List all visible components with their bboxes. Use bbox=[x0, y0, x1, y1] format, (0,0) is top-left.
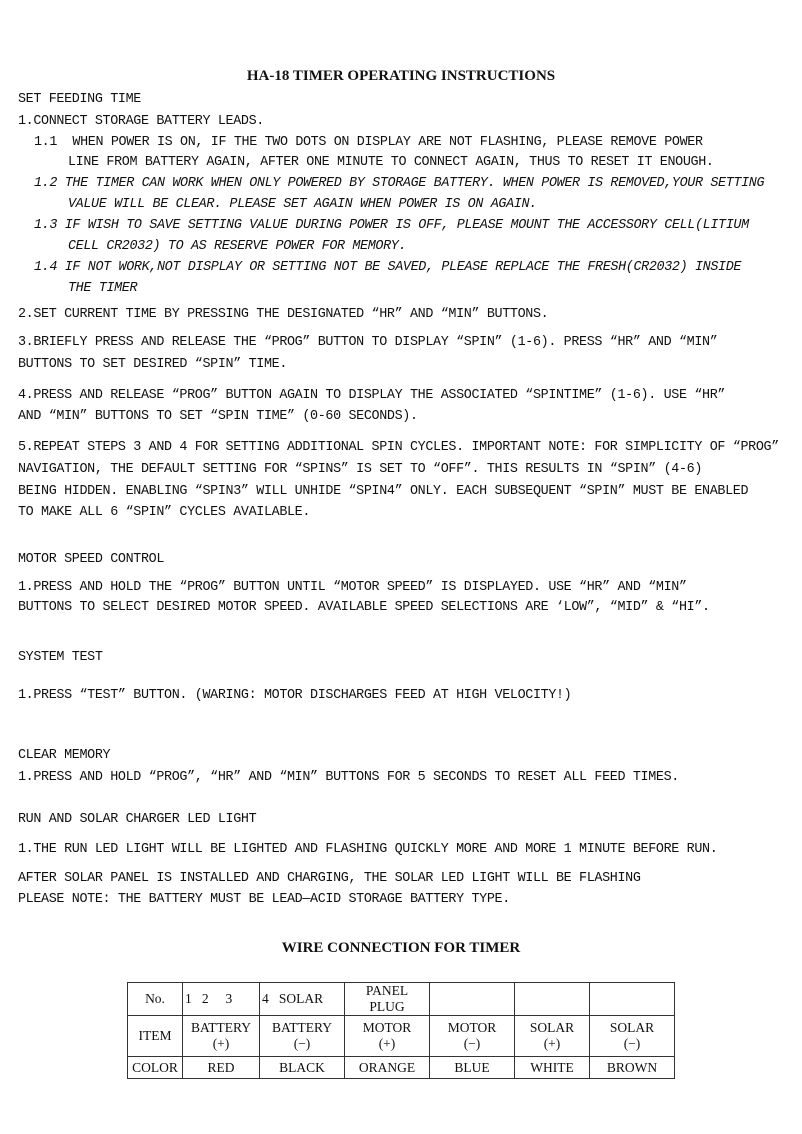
step-text: 1.THE RUN LED LIGHT WILL BE LIGHTED AND FLASHING QUICKLY MORE AND MORE 1 MINUTE BEFORE RUN. bbox=[18, 842, 718, 857]
table-row-no bbox=[128, 983, 675, 1016]
page-title: HA-18 TIMER OPERATING INSTRUCTIONS bbox=[246, 68, 556, 84]
cell-bottom: (−) bbox=[463, 1036, 481, 1051]
step-text: TO MAKE ALL 6 “SPIN” CYCLES AVAILABLE. bbox=[18, 505, 311, 520]
table-cell: ORANGE bbox=[345, 1057, 430, 1079]
cell-bottom: (−) bbox=[293, 1036, 311, 1051]
step-text: 1.1 WHEN POWER IS ON, IF THE TWO DOTS ON DISPLAY ARE NOT FLASHING, PLEASE REMOVE POWER bbox=[34, 135, 703, 150]
section-heading-set-feeding: SET FEEDING TIME bbox=[18, 92, 141, 107]
table-cell bbox=[260, 1016, 345, 1057]
step-text: LINE FROM BATTERY AGAIN, AFTER ONE MINUTE TO CONNECT AGAIN, THUS TO RESET IT ENOUGH. bbox=[68, 155, 714, 170]
step-text: AFTER SOLAR PANEL IS INSTALLED AND CHARGING, THE SOLAR LED LIGHT WILL BE FLASHING bbox=[18, 871, 641, 886]
table-cell: No. bbox=[128, 983, 183, 1016]
cell-bottom: (−) bbox=[623, 1036, 641, 1051]
step-text: 1.2 THE TIMER CAN WORK WHEN ONLY POWERED BY STORAGE BATTERY. WHEN POWER IS REMOVED,YOUR SETTING bbox=[34, 176, 765, 191]
step-text: BEING HIDDEN. ENABLING “SPIN3” WILL UNHIDE “SPIN4” ONLY. EACH SUBSEQUENT “SPIN” MUST BE ENABLED bbox=[18, 484, 749, 499]
wire-connection-table bbox=[127, 982, 675, 1079]
step-text: AND “MIN” BUTTONS TO SET “SPIN TIME” (0-60 SECONDS). bbox=[18, 409, 418, 424]
cell-top: MOTOR bbox=[362, 1020, 412, 1035]
cell-bottom: (+) bbox=[212, 1036, 230, 1051]
section-heading-led: RUN AND SOLAR CHARGER LED LIGHT bbox=[18, 812, 257, 827]
table-cell: WHITE bbox=[515, 1057, 590, 1079]
table-cell bbox=[183, 1016, 260, 1057]
section-heading-system-test: SYSTEM TEST bbox=[18, 650, 103, 665]
wire-table-title: WIRE CONNECTION FOR TIMER bbox=[281, 940, 521, 956]
table-cell: COLOR bbox=[128, 1057, 183, 1079]
section-heading-clear-memory: CLEAR MEMORY bbox=[18, 748, 111, 763]
step-text: 1.PRESS “TEST” BUTTON. (WARING: MOTOR DISCHARGES FEED AT HIGH VELOCITY!) bbox=[18, 688, 572, 703]
table-cell: PANEL PLUG bbox=[345, 983, 430, 1016]
cell-top: BATTERY bbox=[271, 1020, 332, 1035]
step-text: 1.3 IF WISH TO SAVE SETTING VALUE DURING POWER IS OFF, PLEASE MOUNT THE ACCESSORY CELL(LITIUM bbox=[34, 218, 749, 233]
table-cell: ITEM bbox=[128, 1016, 183, 1057]
step-text: 2.SET CURRENT TIME BY PRESSING THE DESIGNATED “HR” AND “MIN” BUTTONS. bbox=[18, 307, 549, 322]
table-cell: BLUE bbox=[430, 1057, 515, 1079]
cell-top: BATTERY bbox=[190, 1020, 251, 1035]
step-text: 3.BRIEFLY PRESS AND RELEASE THE “PROG” BUTTON TO DISPLAY “SPIN” (1-6). PRESS “HR” AND “MIN” bbox=[18, 335, 718, 350]
table-cell bbox=[590, 983, 675, 1016]
step-text: BUTTONS TO SET DESIRED “SPIN” TIME. bbox=[18, 357, 287, 372]
step-text: 1.PRESS AND HOLD THE “PROG” BUTTON UNTIL “MOTOR SPEED” IS DISPLAYED. USE “HR” AND “MIN” bbox=[18, 580, 687, 595]
table-cell bbox=[515, 1016, 590, 1057]
table-cell: RED bbox=[183, 1057, 260, 1079]
step-text: VALUE WILL BE CLEAR. PLEASE SET AGAIN WHEN POWER IS ON AGAIN. bbox=[68, 197, 537, 212]
table-cell: BLACK bbox=[260, 1057, 345, 1079]
table-row-item bbox=[128, 1016, 675, 1057]
table-cell: BROWN bbox=[590, 1057, 675, 1079]
step-text: 5.REPEAT STEPS 3 AND 4 FOR SETTING ADDITIONAL SPIN CYCLES. IMPORTANT NOTE: FOR SIMPLICITY OF “PROG” bbox=[18, 440, 779, 455]
cell-top: SOLAR bbox=[609, 1020, 655, 1035]
table-cell bbox=[345, 1016, 430, 1057]
step-text: NAVIGATION, THE DEFAULT SETTING FOR “SPINS” IS SET TO “OFF”. THIS RESULTS IN “SPIN” (4-6) bbox=[18, 462, 703, 477]
step-text: 1.PRESS AND HOLD “PROG”, “HR” AND “MIN” BUTTONS FOR 5 SECONDS TO RESET ALL FEED TIMES. bbox=[18, 770, 679, 785]
step-text: 4.PRESS AND RELEASE “PROG” BUTTON AGAIN TO DISPLAY THE ASSOCIATED “SPINTIME” (1-6). USE “HR” bbox=[18, 388, 726, 403]
step-text: 1.4 IF NOT WORK,NOT DISPLAY OR SETTING NOT BE SAVED, PLEASE REPLACE THE FRESH(CR2032) INSIDE bbox=[34, 260, 742, 275]
section-heading-motor-speed: MOTOR SPEED CONTROL bbox=[18, 552, 165, 567]
step-text: BUTTONS TO SELECT DESIRED MOTOR SPEED. AVAILABLE SPEED SELECTIONS ARE ‘LOW”, “MID” & “HI”. bbox=[18, 600, 710, 615]
cell-top: MOTOR bbox=[447, 1020, 497, 1035]
table-cell bbox=[515, 983, 590, 1016]
table-cell bbox=[430, 1016, 515, 1057]
table-cell: 4 SOLAR bbox=[260, 983, 345, 1016]
step-text: CELL CR2032) TO AS RESERVE POWER FOR MEMORY. bbox=[68, 239, 407, 254]
cell-top: SOLAR bbox=[529, 1020, 575, 1035]
table-row-color bbox=[128, 1057, 675, 1079]
step-text: THE TIMER bbox=[68, 281, 138, 296]
step-text: PLEASE NOTE: THE BATTERY MUST BE LEAD—ACID STORAGE BATTERY TYPE. bbox=[18, 892, 510, 907]
table-cell bbox=[590, 1016, 675, 1057]
cell-bottom: (+) bbox=[378, 1036, 396, 1051]
step-text: 1.CONNECT STORAGE BATTERY LEADS. bbox=[18, 114, 264, 129]
table-cell bbox=[430, 983, 515, 1016]
cell-bottom: (+) bbox=[543, 1036, 561, 1051]
table-cell: 1 2 3 bbox=[183, 983, 260, 1016]
